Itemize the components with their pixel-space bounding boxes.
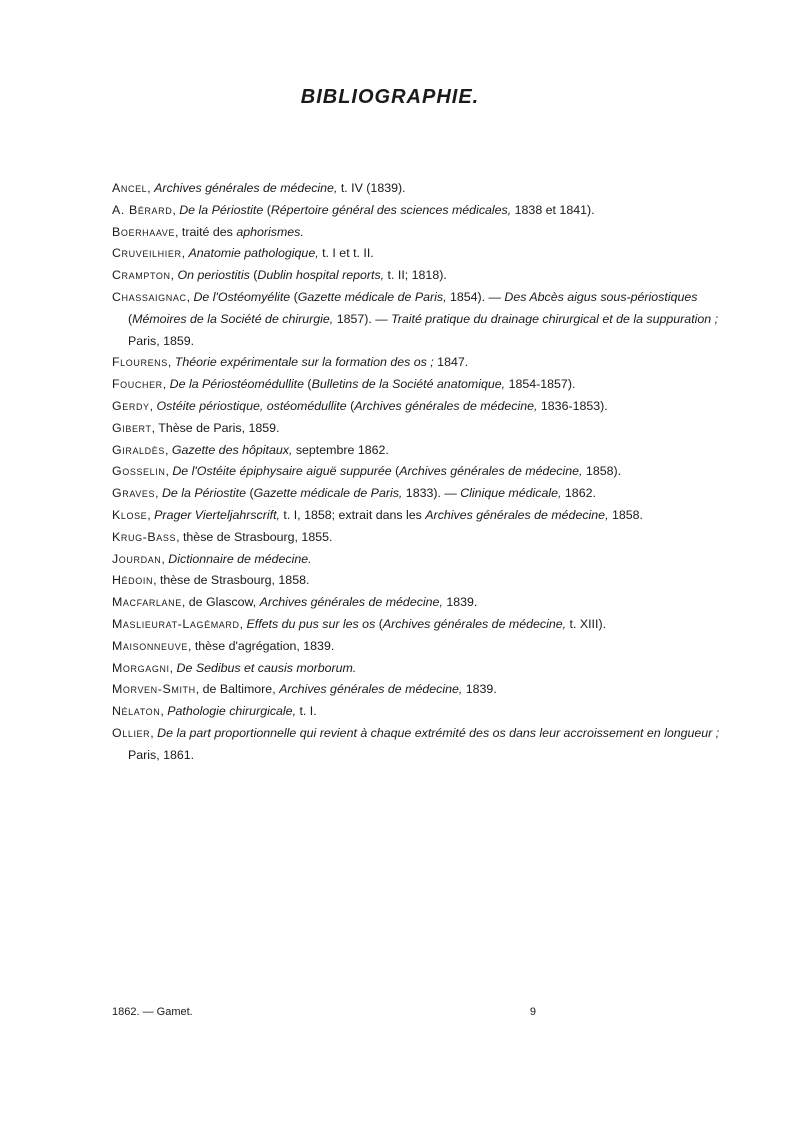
entry-work-title: De la Périostite [179, 202, 264, 217]
entry-author: Crampton [112, 268, 171, 283]
entry-text: ( [263, 202, 271, 217]
bibliography-entry [112, 658, 752, 680]
entry-work-title: Effets du pus sur les os [246, 616, 376, 631]
entry-work-title: Dictionnaire de médecine. [168, 551, 312, 566]
entry-author: Gosselin [112, 464, 166, 479]
entry-author: Chassaignac [112, 289, 187, 304]
entry-text: 1839. [442, 595, 478, 610]
entry-author: Maisonneuve [112, 638, 188, 653]
bibliography-entry [112, 396, 752, 418]
entry-text: , [147, 507, 155, 522]
entry-work-title: Des Abcès aigus sous-périostiques [504, 289, 698, 304]
bibliography-entry [112, 440, 752, 462]
page-title: BIBLIOGRAPHIE. [300, 86, 480, 108]
entry-text: 1839. [462, 682, 497, 697]
entry-work-title: Archives générales de médecine, [279, 682, 463, 697]
entry-work-title: Archives générales de médecine, [354, 398, 538, 413]
entry-text: t. IV (1839). [337, 181, 406, 195]
entry-work-title: Anatomie pathologique, [188, 246, 319, 261]
entry-author: Graves [112, 486, 156, 501]
entry-author: Foucher [112, 377, 163, 392]
entry-text: , [167, 355, 175, 370]
entry-text: , [169, 660, 177, 675]
entry-author: Giraldès [112, 442, 165, 457]
entry-author: Jourdan [112, 551, 162, 566]
entry-work-title: De l'Ostéomyélite [193, 289, 291, 304]
entry-work-title: Gazette médicale de Paris, [297, 289, 447, 304]
entry-work-title: Archives générales de médecine, [154, 181, 338, 195]
entry-text: , de Baltimore, [195, 682, 280, 697]
bibliography-entry [112, 527, 752, 549]
entry-work-title: De la part proportionnelle qui revient à chaque extrémité des os dans leur accroissement en longueur ; [157, 725, 720, 740]
entry-work-title: Clinique médicale, [460, 486, 562, 501]
bibliography-entry [112, 374, 752, 396]
entry-text: 1836-1853). [537, 398, 608, 413]
entry-author: Klose [112, 507, 148, 522]
entry-author: Macfarlane [112, 595, 182, 610]
bibliography-entry [112, 178, 752, 200]
bibliography-entry [112, 352, 752, 374]
bibliography-entry [112, 418, 752, 440]
entry-text: , [149, 398, 157, 413]
entry-work-title: De la Périostite [161, 486, 247, 501]
entry-text: , [186, 289, 194, 304]
bibliography-entry [112, 483, 752, 505]
entry-work-title: Dublin hospital reports, [257, 268, 385, 283]
entry-work-title: De Sedibus et causis morborum. [176, 660, 357, 675]
entry-author: A. Bérard [112, 202, 173, 217]
entry-work-title: Répertoire général des sciences médicales, [270, 202, 512, 217]
footer-signature: 1862. — Gamet. [112, 1006, 193, 1018]
entry-text: ( [303, 377, 312, 392]
bibliography-entry [112, 701, 752, 723]
entry-author: Boerhaave [112, 224, 176, 239]
bibliography-entry [112, 243, 752, 265]
entry-text: t. II; 1818). [384, 268, 447, 283]
entry-work-title: Archives générales de médecine, [259, 595, 443, 610]
bibliography-entry [112, 592, 752, 614]
entry-work-title: Ostéite périostique, ostéomédullite [156, 398, 347, 413]
entry-text: t. I et t. II. [318, 246, 374, 261]
entry-text: , [172, 202, 180, 217]
entry-author: Gibert [112, 420, 152, 435]
bibliography-entry [112, 614, 752, 636]
bibliography-entry [112, 200, 752, 222]
entry-author: Gerdy [112, 398, 150, 413]
entry-work-title: Gazette médicale de Paris, [253, 486, 403, 501]
entry-text: t. I. [296, 704, 317, 719]
entry-text: , thèse de Strasbourg, 1855. [176, 529, 333, 544]
entry-text: t. XIII). [566, 616, 607, 631]
bibliography-list [112, 178, 752, 767]
entry-work-title: De l'Ostéite épiphysaire aiguë suppurée [172, 464, 392, 479]
entry-text: , [181, 246, 189, 261]
entry-work-title: Pathologie chirurgicale, [167, 704, 297, 719]
entry-text: , thèse d'agrégation, 1839. [187, 638, 335, 653]
entry-work-title: aphorismes. [236, 224, 304, 239]
entry-author: Morven-Smith [112, 682, 196, 697]
entry-text: Paris, 1861. [128, 747, 195, 762]
page-number: 9 [529, 1006, 536, 1018]
entry-text: 1854). — [446, 289, 505, 304]
page-footer [112, 1006, 536, 1018]
entry-text: , [164, 442, 172, 457]
entry-author: Hédoin [112, 573, 154, 588]
bibliography-entry [112, 461, 752, 483]
entry-text: , [239, 616, 247, 631]
entry-text: , [161, 551, 169, 566]
entry-author: Cruveilhier [112, 246, 182, 261]
entry-text: 1858). [582, 464, 622, 479]
entry-author: Morgagni [112, 660, 170, 675]
entry-text: , traité des [175, 224, 237, 239]
entry-text: 1838 et 1841). [511, 202, 595, 217]
entry-text: 1854-1857). [505, 377, 576, 392]
entry-text: 1858. [608, 507, 643, 522]
entry-text: ( [249, 268, 258, 283]
entry-author: Nélaton [112, 704, 161, 719]
entry-work-title: Archives générales de médecine, [382, 616, 567, 631]
entry-text: , thèse de Strasbourg, 1858. [153, 573, 310, 588]
entry-author: Maslieurat-Lagémard [112, 616, 240, 631]
bibliography-entry [112, 723, 752, 767]
entry-text: , [155, 486, 162, 501]
entry-work-title: Gazette des hôpitaux, [171, 442, 293, 457]
bibliography-entry [112, 287, 752, 352]
entry-text: ( [375, 616, 383, 631]
entry-text: , Thèse de Paris, 1859. [151, 420, 280, 435]
entry-text: ( [391, 464, 400, 479]
entry-work-title: Archives générales de médecine, [425, 507, 609, 522]
entry-work-title: Archives générales de médecine, [399, 464, 583, 479]
entry-author: Krug-Bass [112, 529, 177, 544]
entry-text: ( [128, 311, 133, 326]
entry-work-title: Bulletins de la Société anatomique, [311, 377, 506, 392]
entry-text: 1833). — [402, 486, 461, 501]
bibliography-entry [112, 549, 752, 571]
entry-text: , [170, 268, 178, 283]
entry-text: , de Glascow, [181, 595, 260, 610]
entry-text: , [160, 704, 168, 719]
entry-text: ( [346, 398, 355, 413]
entry-work-title: Prager Vierteljahrscrift, [154, 507, 280, 522]
entry-author: Ancel [112, 181, 148, 195]
entry-work-title: Théorie expérimentale sur la formation des os ; [174, 355, 434, 370]
entry-text: , [162, 377, 170, 392]
entry-text: 1857). — [333, 311, 392, 326]
entry-text: , [150, 725, 158, 740]
entry-text: Paris, 1859. [128, 333, 195, 348]
bibliography-entry [112, 679, 752, 701]
bibliography-entry [112, 222, 752, 244]
entry-work-title: Mémoires de la Société de chirurgie, [132, 311, 334, 326]
entry-text: 1847. [433, 355, 469, 370]
bibliography-entry [112, 570, 752, 592]
entry-text: ( [290, 289, 298, 304]
entry-text: ( [246, 486, 254, 501]
entry-text: t. I, 1858; extrait dans les [279, 507, 426, 522]
bibliography-entry [112, 265, 752, 287]
entry-text: septembre 1862. [292, 442, 389, 457]
entry-work-title: On periostitis [177, 268, 250, 283]
bibliography-entry [112, 636, 752, 658]
entry-work-title: De la Périostéomédullite [169, 377, 304, 392]
entry-text: 1862. [561, 486, 596, 501]
entry-work-title: Traité pratique du drainage chirurgical et de la suppuration ; [391, 311, 719, 326]
entry-text: , [165, 464, 173, 479]
entry-author: Ollier [112, 725, 151, 740]
entry-author: Flourens [112, 355, 168, 370]
bibliography-entry [112, 505, 752, 527]
entry-text: , [147, 181, 155, 195]
